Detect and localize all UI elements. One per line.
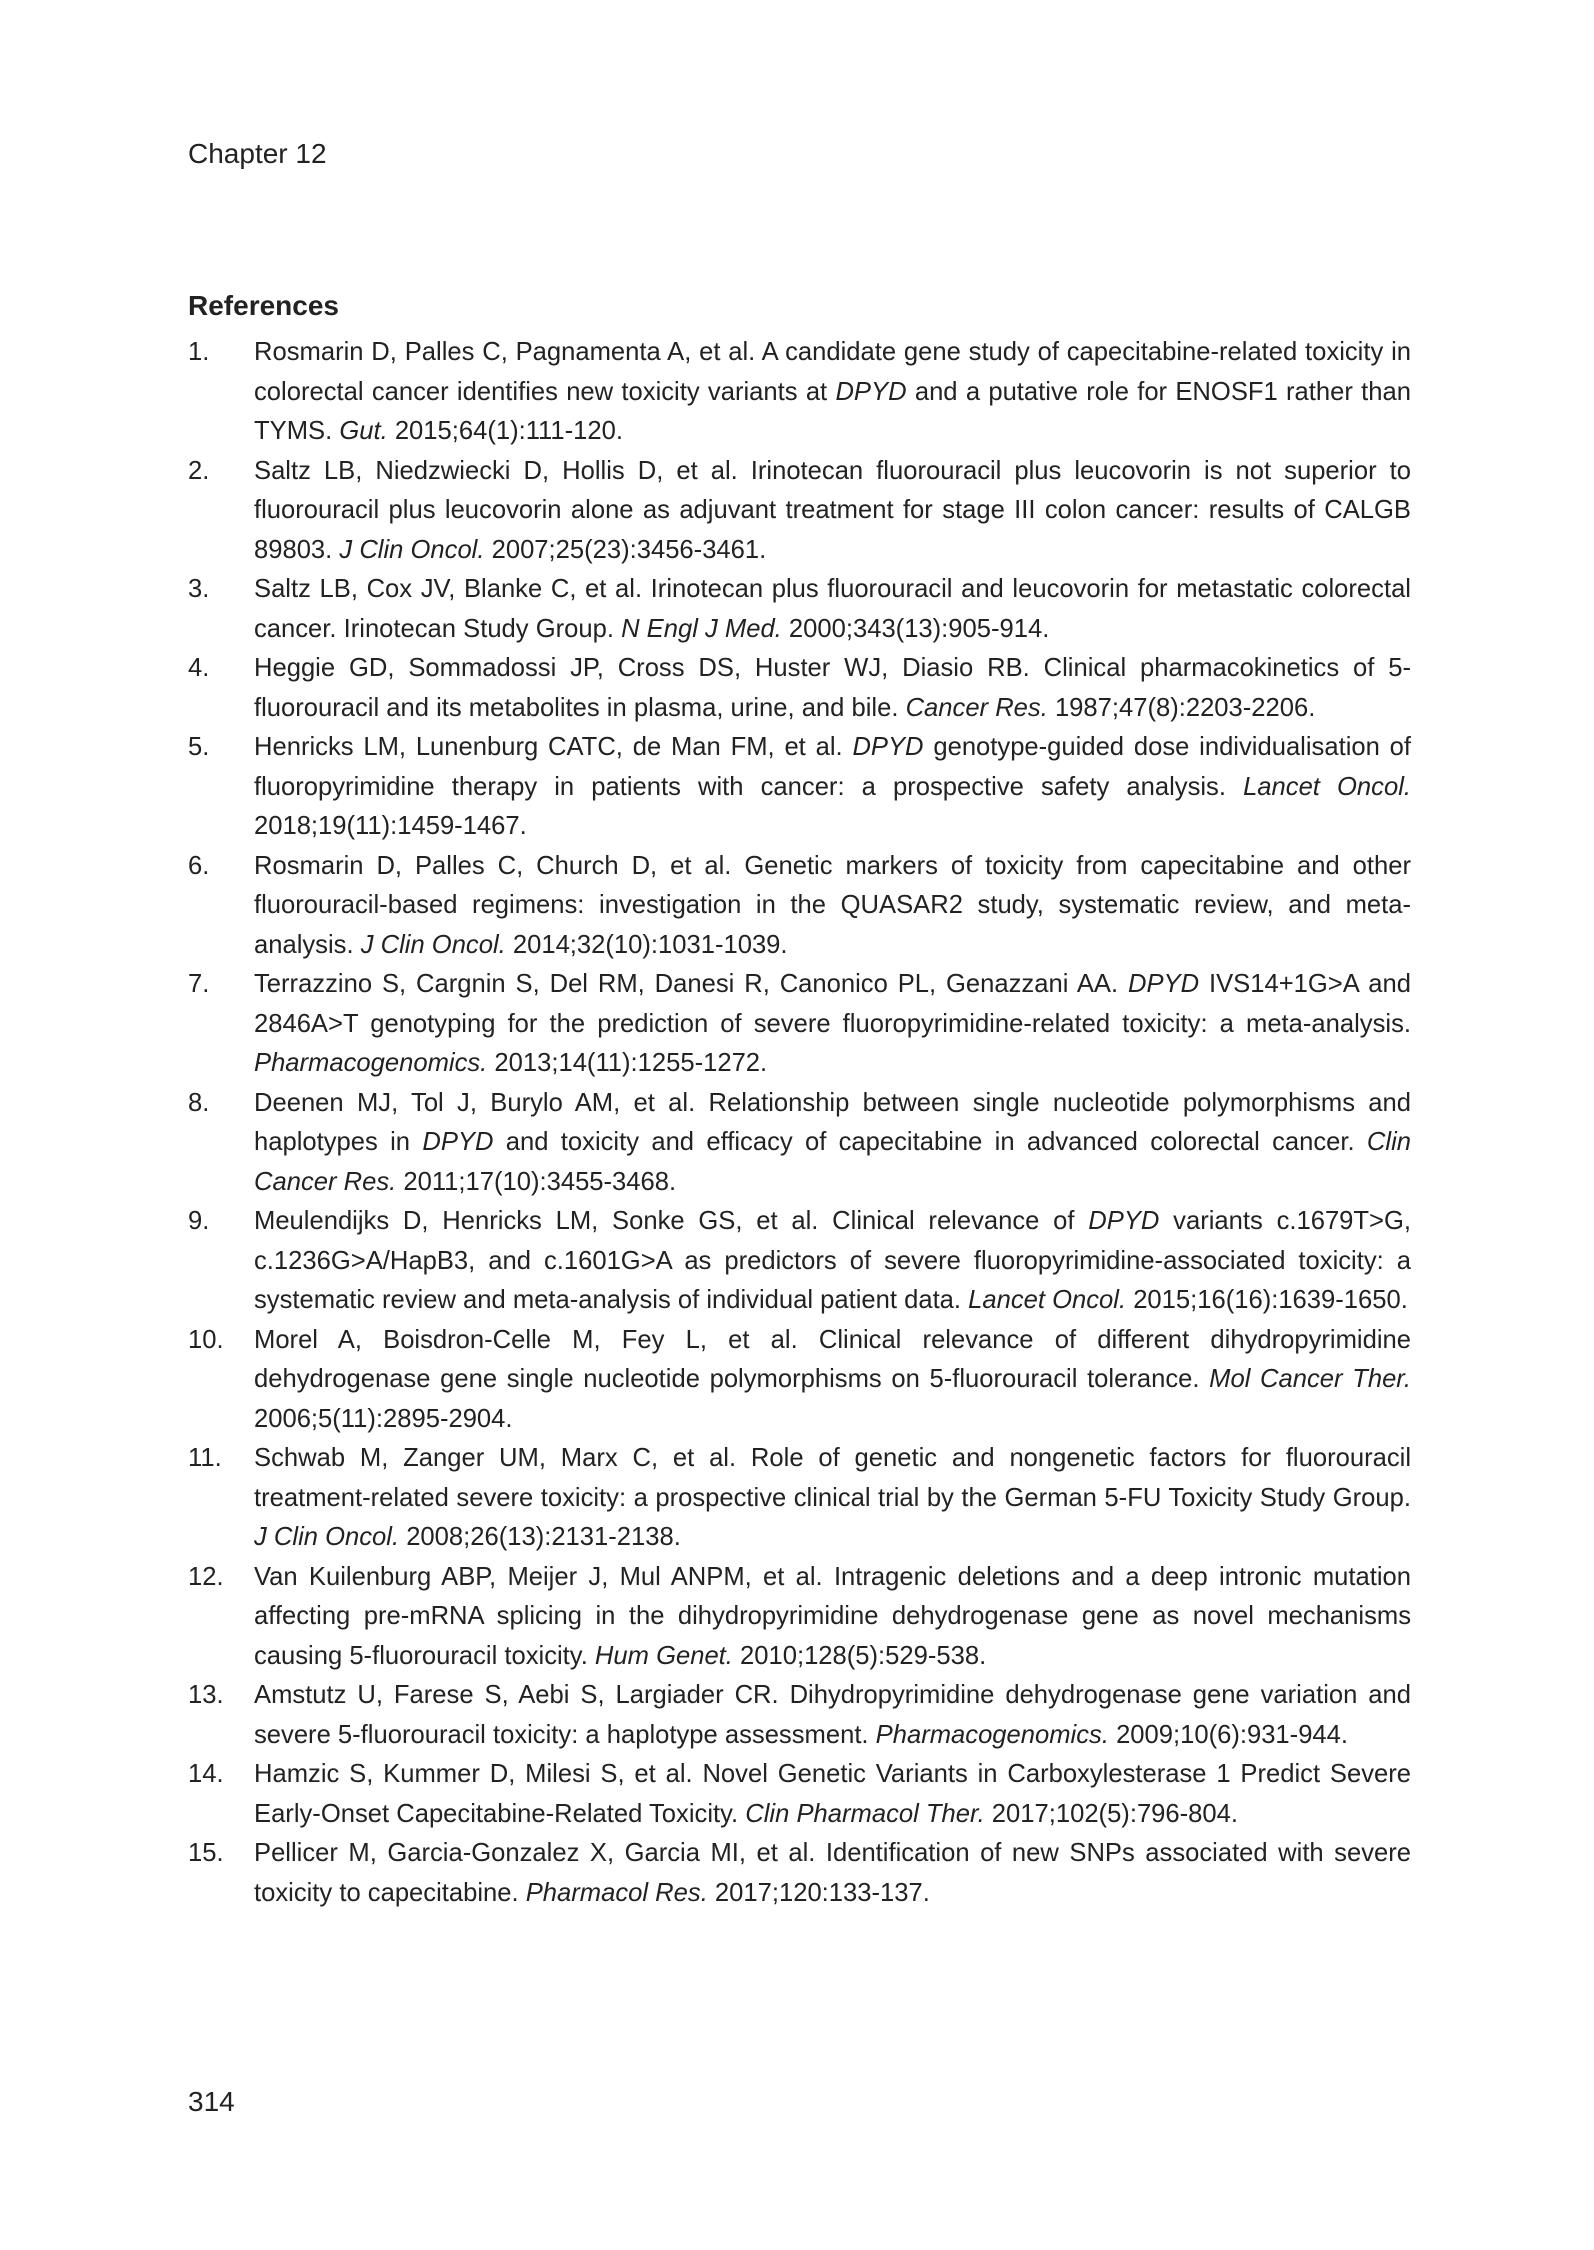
reference-italic-segment: DPYD — [422, 1128, 494, 1156]
reference-text — [254, 728, 1411, 847]
reference-italic-segment: Hum Genet. — [594, 1641, 733, 1670]
reference-item — [188, 965, 1411, 1084]
reference-item — [188, 649, 1411, 728]
reference-text — [254, 649, 1411, 728]
reference-item — [188, 1202, 1411, 1321]
reference-text-segment: Heggie GD, Sommadossi JP, Cross DS, Huster WJ, Diasio RB. Clinical pharmacokinetics of 5-fluorouracil and its metabolites in plasma, urine, and bile. — [254, 654, 1411, 722]
reference-number: 5. — [188, 733, 210, 761]
reference-text — [254, 1558, 1411, 1677]
reference-italic-segment: DPYD — [1128, 970, 1200, 998]
reference-number: 4. — [188, 654, 210, 682]
reference-text-segment: Hamzic S, Kummer D, Milesi S, et al. Novel Genetic Variants in Carboxylesterase 1 Predict Severe Early-Onset Capecitabine-Related Toxicity. — [254, 1760, 1411, 1828]
reference-item — [188, 333, 1411, 452]
reference-text-segment: 2009;10(6):931-944. — [1108, 1720, 1349, 1749]
reference-italic-segment: Lancet Oncol. — [1243, 772, 1411, 801]
reference-text-segment: 2014;32(10):1031-1039. — [505, 930, 788, 959]
reference-italic-segment: DPYD — [852, 733, 924, 761]
reference-italic-segment: J Clin Oncol. — [360, 930, 506, 959]
reference-italic-segment: Lancet Oncol. — [968, 1286, 1127, 1314]
reference-text-segment: Saltz LB, Niedzwiecki D, Hollis D, et al. Irinotecan fluorouracil plus leucovorin is not superior to fluorouracil plus leucovorin alone as adjuvant treatment for stage III colon cancer: results of CALGB 89803. — [254, 456, 1411, 564]
reference-text-segment: Meulendijks D, Henricks LM, Sonke GS, et al. Clinical relevance of — [254, 1207, 1089, 1235]
reference-text — [254, 1755, 1411, 1834]
reference-text-segment: 2017;102(5):796-804. — [984, 1799, 1238, 1828]
reference-text — [254, 1202, 1411, 1321]
reference-italic-segment: Cancer Res. — [905, 693, 1048, 722]
running-head: Chapter 12 — [188, 138, 327, 169]
reference-text-segment: 2000;343(13):905-914. — [781, 614, 1050, 643]
reference-text-segment: 1987;47(8):2203-2206. — [1047, 693, 1316, 722]
reference-number: 2. — [188, 456, 210, 485]
reference-text-segment: variants c.1679T>G, c.1236G>A/HapB3, and c.1601G>A as predictors of severe fluoropyrimidine-associated toxicity: a systematic review and meta-analysis of individual patient data. — [254, 1207, 1412, 1314]
reference-text — [254, 965, 1411, 1084]
reference-text-segment: 2015;64(1):111-120. — [387, 417, 623, 445]
reference-item — [188, 1084, 1411, 1203]
reference-italic-segment: Clin Pharmacol Ther. — [745, 1799, 985, 1828]
reference-text — [254, 1084, 1411, 1203]
reference-item — [188, 1558, 1411, 1677]
reference-text-segment: Schwab M, Zanger UM, Marx C, et al. Role of genetic and nongenetic factors for fluorouracil treatment-related severe toxicity: a prospective clinical trial by the German 5-FU Toxicity Study Group. — [254, 1444, 1411, 1512]
reference-number: 8. — [188, 1088, 210, 1117]
reference-text-segment: Van Kuilenburg ABP, Meijer J, Mul ANPM, et al. Intragenic deletions and a deep intronic mutation affecting pre-mRNA splicing in the dihydropyrimidine dehydrogenase gene as novel mechanisms causing 5-fluorouracil toxicity. — [254, 1562, 1411, 1670]
section-title: References — [188, 290, 339, 321]
reference-number: 7. — [188, 970, 210, 998]
page-number: 314 — [188, 2086, 235, 2117]
reference-text-segment: Morel A, Boisdron-Celle M, Fey L, et al. Clinical relevance of different dihydropyrimidine dehydrogenase gene single nucleotide polymorphisms on 5-fluorouracil tolerance. — [254, 1325, 1411, 1393]
reference-number: 11. — [188, 1444, 222, 1472]
reference-item — [188, 1834, 1411, 1913]
reference-number: 1. — [188, 338, 210, 366]
reference-text-segment: and a putative role for ENOSF1 rather than TYMS. — [254, 377, 1411, 445]
reference-text-segment: 2015;16(16):1639-1650. — [1126, 1286, 1408, 1314]
reference-item — [188, 1439, 1411, 1558]
reference-number: 15. — [188, 1839, 224, 1867]
reference-number: 13. — [188, 1681, 224, 1709]
reference-text — [254, 1834, 1411, 1913]
reference-item — [188, 452, 1411, 571]
reference-item — [188, 1321, 1411, 1440]
reference-number: 3. — [188, 575, 210, 603]
reference-item — [188, 847, 1411, 966]
reference-item — [188, 570, 1411, 649]
reference-italic-segment: Pharmacogenomics. — [875, 1720, 1109, 1749]
reference-italic-segment: N Engl J Med. — [621, 614, 782, 643]
reference-text-segment: Rosmarin D, Palles C, Pagnamenta A, et al. A candidate gene study of capecitabine-related toxicity in colorectal cancer identifies new toxicity variants at — [254, 338, 1411, 406]
reference-text-segment: 2007;25(23):3456-3461. — [484, 535, 767, 564]
reference-text-segment: genotype-guided dose individualisation of fluoropyrimidine therapy in patients with cancer: a prospective safety analysis. — [254, 733, 1411, 801]
reference-number: 14. — [188, 1760, 224, 1788]
reference-italic-segment: J Clin Oncol. — [254, 1523, 400, 1551]
reference-text-segment: 2017;120:133-137. — [707, 1878, 930, 1907]
reference-text-segment: 2010;128(5):529-538. — [732, 1641, 987, 1670]
reference-text-segment: Amstutz U, Farese S, Aebi S, Largiader CR. Dihydropyrimidine dehydrogenase gene variation and severe 5-fluorouracil toxicity: a haplotype assessment. — [254, 1681, 1411, 1749]
reference-number: 9. — [188, 1207, 210, 1235]
reference-list — [188, 333, 1411, 1913]
reference-text — [254, 1321, 1411, 1440]
reference-italic-segment: Gut. — [339, 417, 388, 445]
reference-text-segment: 2018;19(11):1459-1467. — [254, 812, 527, 840]
reference-text-segment: Henricks LM, Lunenburg CATC, de Man FM, et al. — [254, 733, 853, 761]
reference-text — [254, 1439, 1411, 1558]
reference-text-segment: Rosmarin D, Palles C, Church D, et al. Genetic markers of toxicity from capecitabine and other fluorouracil-based regimens: investigation in the QUASAR2 study, systematic review, and meta-analysis. — [254, 851, 1411, 959]
reference-text — [254, 333, 1411, 452]
reference-text-segment: Pellicer M, Garcia-Gonzalez X, Garcia MI, et al. Identification of new SNPs associated with severe toxicity to capecitabine. — [254, 1839, 1411, 1907]
reference-text — [254, 570, 1411, 649]
reference-item — [188, 1755, 1411, 1834]
reference-text-segment: 2006;5(11):2895-2904. — [254, 1404, 513, 1433]
reference-text-segment: IVS14+1G>A and 2846A>T genotyping for the prediction of severe fluoropyrimidine-related toxicity: a meta-analysis. — [254, 970, 1411, 1038]
reference-text-segment: and toxicity and efficacy of capecitabine in advanced colorectal cancer. — [493, 1128, 1367, 1156]
reference-item — [188, 728, 1411, 847]
reference-number: 12. — [188, 1562, 224, 1591]
reference-text — [254, 452, 1411, 571]
reference-italic-segment: J Clin Oncol. — [339, 535, 485, 564]
reference-italic-segment: DPYD — [835, 377, 907, 406]
reference-text-segment: 2008;26(13):2131-2138. — [399, 1523, 681, 1551]
reference-text-segment: 2013;14(11):1255-1272. — [487, 1049, 768, 1077]
reference-italic-segment: Pharmacogenomics. — [254, 1049, 488, 1077]
reference-text-segment: Deenen MJ, Tol J, Burylo AM, et al. Relationship between single nucleotide polymorphisms and haplotypes in — [254, 1088, 1411, 1156]
reference-italic-segment: Pharmacol Res. — [525, 1878, 708, 1907]
reference-text — [254, 1676, 1411, 1755]
reference-italic-segment: Clin Cancer Res. — [254, 1128, 1411, 1196]
reference-italic-segment: DPYD — [1088, 1207, 1160, 1235]
reference-text-segment: Saltz LB, Cox JV, Blanke C, et al. Irinotecan plus fluorouracil and leucovorin for metastatic colorectal cancer. Irinotecan Study Group. — [254, 575, 1411, 643]
reference-item — [188, 1676, 1411, 1755]
reference-number: 6. — [188, 851, 210, 880]
reference-text-segment: 2011;17(10):3455-3468. — [396, 1167, 677, 1196]
reference-number: 10. — [188, 1325, 224, 1354]
reference-text — [254, 847, 1411, 966]
reference-italic-segment: Mol Cancer Ther. — [1209, 1365, 1411, 1393]
reference-text-segment: Terrazzino S, Cargnin S, Del RM, Danesi R, Canonico PL, Genazzani AA. — [254, 970, 1128, 998]
